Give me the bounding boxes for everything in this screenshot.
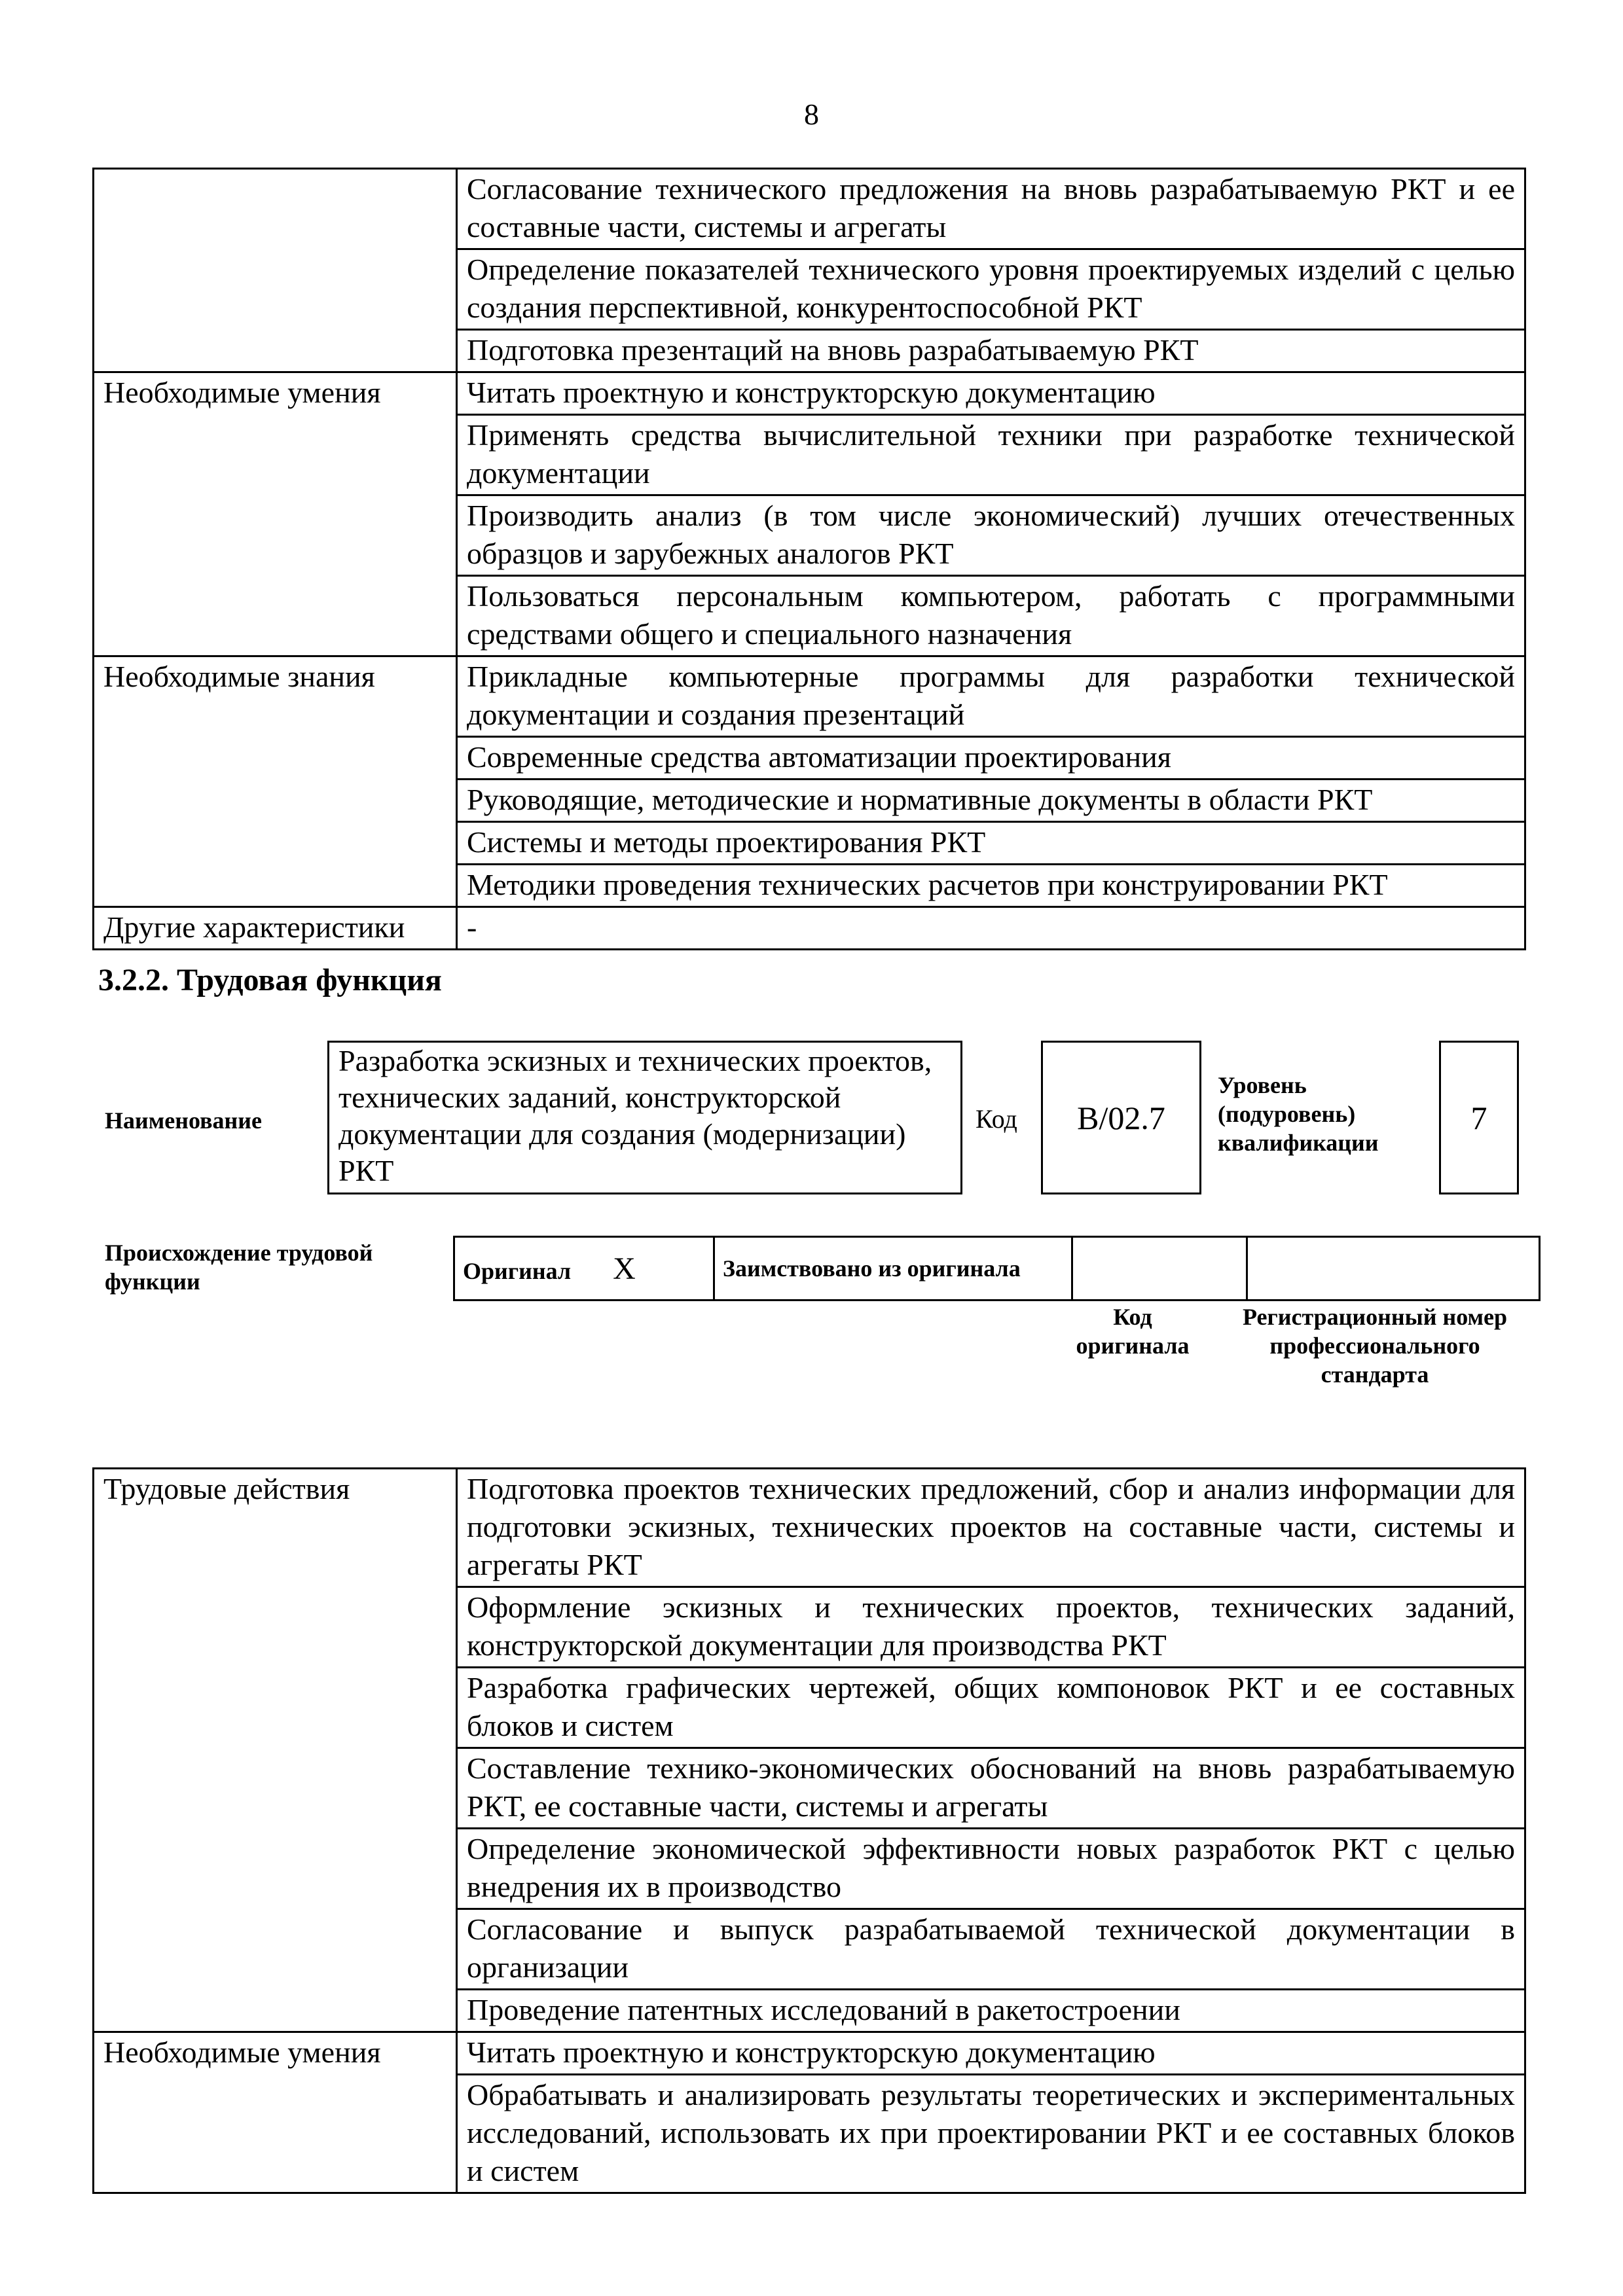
row-label-actions: Трудовые действия [94,1469,457,2032]
table-row [94,907,1525,950]
table-row [94,169,1525,249]
origin-label: Происхождение трудовой функции [105,1240,373,1295]
row-text: Пользоваться персональным компьютером, работать с программными средствами общего и специального назначения [457,576,1525,656]
table-row [94,656,1525,737]
row-text: Определение показателей технического уровня проектируемых изделий с целью создания перспективной, конкурентоспособной РКТ [457,249,1525,330]
row-text: Определение экономической эффективности новых разработок РКТ с целью внедрения их в производство [457,1829,1525,1909]
row-text: Согласование технического предложения на вновь разрабатываемую РКТ и ее составные части, системы и агрегаты [457,169,1525,249]
row-label-other: Другие характеристики [94,907,457,950]
row-text: Читать проектную и конструкторскую документацию [457,372,1525,415]
reg-number-cell [1247,1237,1540,1300]
row-text: Обрабатывать и анализировать результаты теоретических и экспериментальных исследований, использовать их при проектировании РКТ и ее составных блоков и систем [457,2075,1525,2193]
row-text: Разработка графических чертежей, общих компоновок РКТ и ее составных блоков и систем [457,1668,1525,1748]
row-text: Подготовка проектов технических предложений, сбор и анализ информации для подготовки эскизных, технических проектов на составные части, системы и агрегаты РКТ [457,1469,1525,1587]
row-text: Применять средства вычислительной техники при разработке технической документации [457,415,1525,495]
qualification-level-label: Уровень (подуровень) квалификации [1218,1072,1379,1156]
table-row [94,2032,1525,2075]
origin-original-cell [454,1237,714,1300]
origin-original-label: Оригинал [463,1257,572,1284]
row-label-skills: Необходимые умения [94,372,457,656]
code-label: Код [976,1104,1017,1134]
qualification-level-box: 7 [1439,1041,1519,1194]
row-label-skills: Необходимые умения [94,2032,457,2193]
section-heading: 3.2.2. Трудовая функция [98,963,442,997]
function-name-box: Разработка эскизных и технических проектов, технических заданий, конструкторской документации для создания (модернизации) РКТ [327,1041,962,1194]
row-text: Прикладные компьютерные программы для разработки технической документации и создания презентаций [457,656,1525,737]
row-text: Системы и методы проектирования РКТ [457,822,1525,865]
code-value-box: B/02.7 [1041,1041,1201,1194]
origin-table [453,1236,1541,1301]
table-row [94,1469,1525,1587]
origin-borrowed-cell: Заимствовано из оригинала [714,1237,1072,1300]
row-text: Составление технико-экономических обоснований на вновь разрабатываемую РКТ, ее составные части, системы и агрегаты [457,1748,1525,1829]
row-text: Руководящие, методические и нормативные документы в области РКТ [457,780,1525,822]
name-label: Наименование [105,1107,262,1134]
row-text: Современные средства автоматизации проектирования [457,737,1525,780]
reg-number-caption: Регистрационный номер профессионального стандарта [1242,1304,1508,1388]
row-text: Методики проведения технических расчетов при конструировании РКТ [457,865,1525,907]
row-text: Производить анализ (в том числе экономический) лучших отечественных образцов и зарубежных аналогов РКТ [457,495,1525,576]
table-row [94,372,1525,415]
page-number: 8 [804,98,819,131]
row-text: Читать проектную и конструкторскую документацию [457,2032,1525,2075]
code-original-caption: Код оригинала [1076,1304,1190,1359]
row-text: Оформление эскизных и технических проектов, технических заданий, конструкторской документации для производства РКТ [457,1587,1525,1668]
row-text: Согласование и выпуск разрабатываемой технической документации в организации [457,1909,1525,1990]
origin-mark: X [613,1251,636,1286]
code-original-cell [1072,1237,1247,1300]
row-text: - [457,907,1525,950]
competency-table-2 [92,1467,1526,2194]
competency-table-1 [92,168,1526,950]
row-label-knowledge: Необходимые знания [94,656,457,907]
row-text: Проведение патентных исследований в ракетостроении [457,1990,1525,2032]
row-text: Подготовка презентаций на вновь разрабатываемую РКТ [457,330,1525,372]
row-label [94,169,457,372]
